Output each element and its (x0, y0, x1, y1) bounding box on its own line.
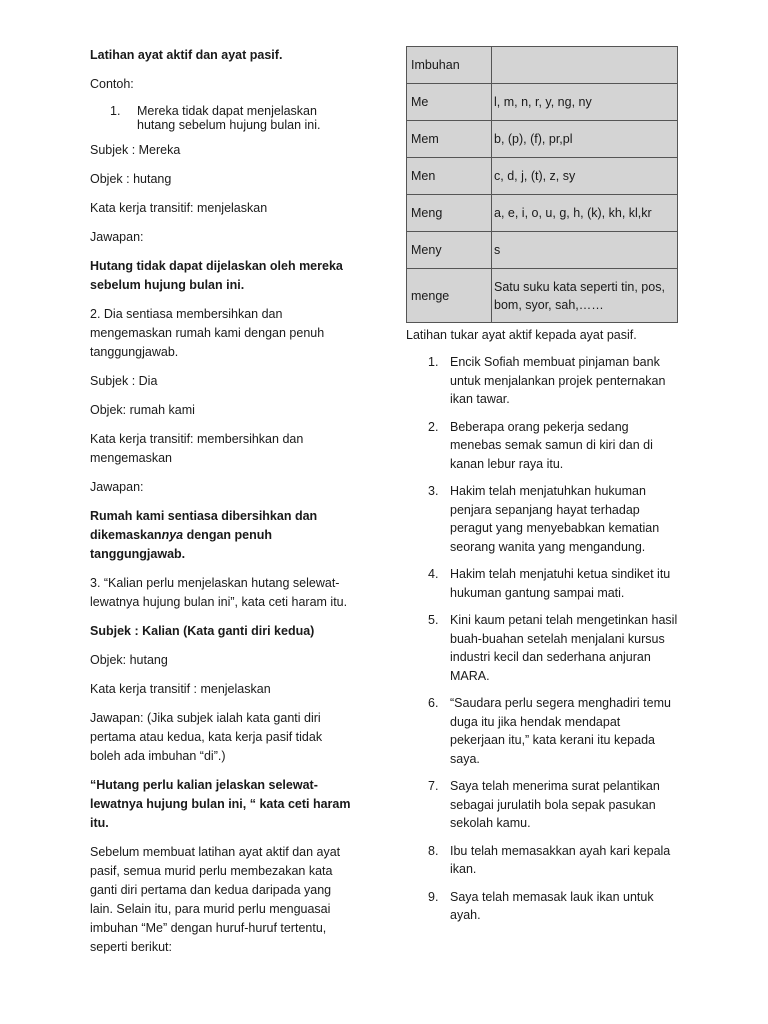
kata-kerja-1: Kata kerja transitif: menjelaskan (90, 201, 268, 215)
example-2: 2. Dia sentiasa membersihkan dan mengemaskan rumah kami dengan penuh tanggungjawab. (90, 307, 325, 359)
answer-2 (90, 507, 352, 564)
jawapan-1-label: Jawapan: (90, 230, 144, 244)
answer-1: Hutang tidak dapat dijelaskan oleh mereka sebelum hujung bulan ini. (90, 259, 343, 292)
answer-2-part-c: dengan penuh tanggungjawab. (90, 528, 273, 561)
exercise-list (406, 353, 678, 925)
list-item-text: Encik Sofiah membuat pinjaman bank untuk menjalankan projek penternakan ikan tawar. (450, 355, 666, 406)
list-item (406, 565, 678, 602)
table-cell-prefix: Meny (407, 232, 492, 269)
list-item-text: Hakim telah menjatuhkan hukuman penjara sepanjang hayat terhadap peragut yang menyebabkan kematian seorang wanita yang mengandung. (450, 484, 660, 554)
list-item-number: 1. (428, 355, 439, 369)
list-item (406, 777, 678, 833)
imbuhan-table (406, 46, 678, 323)
jawapan-2-label: Jawapan: (90, 480, 144, 494)
jawapan-3-note: Jawapan: (Jika subjek ialah kata ganti diri pertama atau kedua, kata kerja pasif tidak boleh ada imbuhan “di”.) (90, 711, 323, 763)
table-cell-letters: c, d, j, (t), z, sy (492, 158, 678, 195)
list-item-number: 4. (428, 567, 439, 581)
list-item-text: Saya telah menerima surat pelantikan sebagai jurulatih bola sepak pasukan sekolah kamu. (450, 779, 660, 830)
subjek-3: Subjek : Kalian (Kata ganti diri kedua) (90, 624, 315, 638)
table-cell-prefix: menge (407, 269, 492, 323)
list-item-text: Saya telah memasak lauk ikan untuk ayah. (450, 889, 654, 922)
exercise-caption: Latihan tukar ayat aktif kepada ayat pasif. (406, 328, 637, 342)
example-3: 3. “Kalian perlu menjelaskan hutang selewat-lewatnya hujung bulan ini”, kata ceti haram itu. (90, 576, 348, 609)
table-row (407, 158, 678, 195)
list-item (406, 482, 678, 556)
subjek-2: Subjek : Dia (90, 374, 158, 388)
answer-2-part-a: Rumah kami sentiasa dibersihkan dan dikemaskan (90, 509, 318, 542)
list-item-number: 8. (428, 843, 439, 858)
table-cell-prefix: Men (407, 158, 492, 195)
objek-3: Objek: hutang (90, 653, 168, 667)
answer-2-suffix: nya (161, 528, 184, 542)
subjek-1: Subjek : Mereka (90, 143, 181, 157)
table-cell-letters: b, (p), (f), pr,pl (492, 121, 678, 158)
list-item-number: 5. (428, 613, 439, 627)
answer-3: “Hutang perlu kalian jelaskan selewat-lewatnya hujung bulan ini, “ kata ceti haram itu. (90, 778, 351, 830)
table-cell-letters: Satu suku kata seperti tin, pos, bom, syor, sah,…… (492, 269, 678, 323)
table-cell-letters: s (492, 232, 678, 269)
closing-paragraph: Sebelum membuat latihan ayat aktif dan ayat pasif, semua murid perlu membezakan kata ganti diri pertama dan kedua daripada yang lain. Selain itu, para murid perlu menguasai imbuhan “Me” dengan huruf-huruf tertentu, seperti berikut: (90, 845, 341, 954)
table-cell-prefix: Meng (407, 195, 492, 232)
table-row (407, 121, 678, 158)
table-row (407, 269, 678, 323)
list-item (406, 418, 678, 474)
example-1-number: 1. (110, 104, 121, 118)
table-cell-letters: l, m, n, r, y, ng, ny (492, 84, 678, 121)
list-item (406, 611, 678, 685)
list-item (406, 888, 678, 925)
contoh-label: Contoh: (90, 77, 134, 91)
table-row (407, 84, 678, 121)
table-cell-prefix: Me (407, 84, 492, 121)
example-1-text: Mereka tidak dapat menjelaskan hutang sebelum hujung bulan ini. (137, 104, 321, 132)
table-header-row (407, 47, 678, 84)
kata-kerja-2: Kata kerja transitif: membersihkan dan mengemaskan (90, 432, 304, 465)
kata-kerja-3: Kata kerja transitif : menjelaskan (90, 682, 271, 696)
right-column (406, 46, 678, 934)
list-item-text: Beberapa orang pekerja sedang menebas semak samun di kiri dan di kanan lebur raya itu. (450, 419, 653, 471)
table-cell-letters: a, e, i, o, u, g, h, (k), kh, kl,kr (492, 195, 678, 232)
objek-2: Objek: rumah kami (90, 403, 195, 417)
list-item (406, 694, 678, 768)
list-item-number: 6. (428, 696, 439, 710)
list-item-text: Ibu telah memasakkan ayah kari kepala ikan. (450, 843, 671, 876)
page-title: Latihan ayat aktif dan ayat pasif. (90, 48, 283, 62)
list-item-number: 2. (428, 419, 439, 434)
list-item (406, 353, 678, 409)
list-item (406, 842, 678, 879)
list-item-number: 7. (428, 779, 439, 793)
table-cell-prefix: Mem (407, 121, 492, 158)
list-item-text: Hakim telah menjatuhi ketua sindiket itu hukuman gantung sampai mati. (450, 567, 671, 600)
table-row (407, 195, 678, 232)
table-row (407, 232, 678, 269)
objek-1: Objek : hutang (90, 172, 172, 186)
example-1 (110, 104, 352, 132)
list-item-number: 9. (428, 889, 439, 904)
table-header-imbuhan: Imbuhan (407, 47, 492, 84)
list-item-text: Kini kaum petani telah mengetinkan hasil buah-buahan setelah menjalani kursus industri kecil dan sederhana anjuran MARA. (450, 613, 678, 683)
list-item-text: “Saudara perlu segera menghadiri temu duga itu jika hendak mendapat pekerjaan itu,” kata kerani itu kepada saya. (450, 696, 671, 766)
left-column (90, 46, 352, 957)
list-item-number: 3. (428, 484, 439, 498)
table-header-blank (492, 47, 678, 84)
